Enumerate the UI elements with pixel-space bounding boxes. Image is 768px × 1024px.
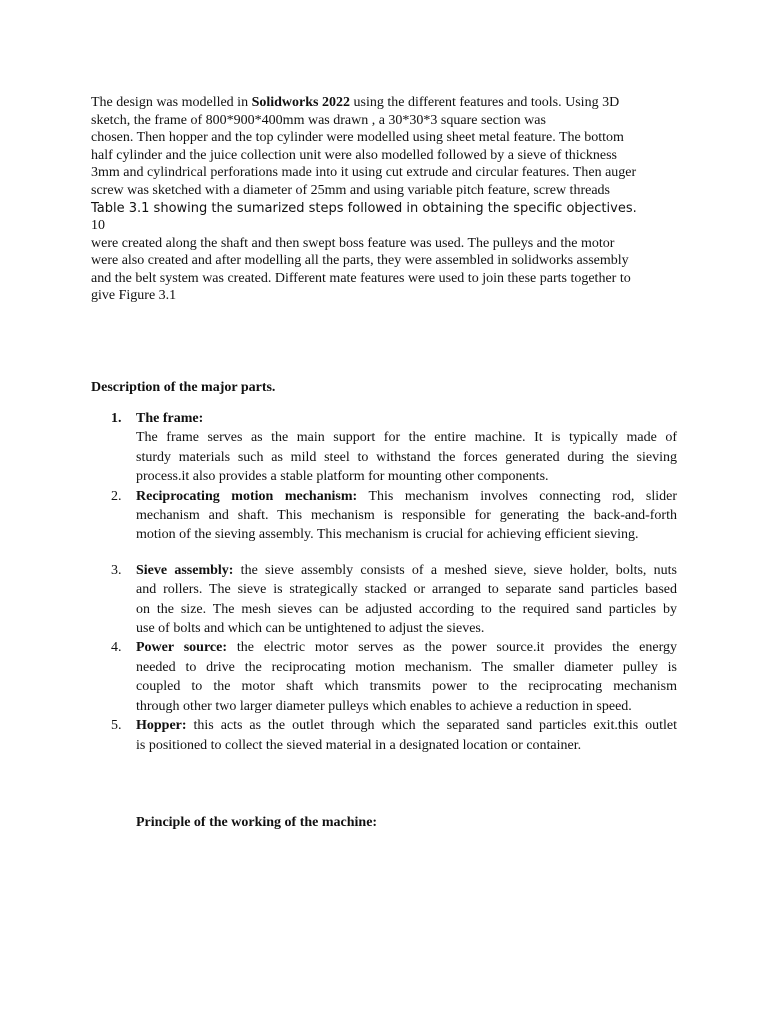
part-title: Sieve assembly: [136, 562, 234, 578]
list-number: 1. [111, 411, 122, 426]
part-text: coupled to the motor shaft which transmits power to the reciprocating mechanism [136, 679, 677, 695]
list-item [91, 409, 677, 487]
intro-paragraph [91, 94, 676, 305]
description-heading: Description of the major parts. [91, 380, 276, 395]
part-text: needed to drive the reciprocating motion mechanism. The smaller diameter pulley is [136, 659, 677, 675]
part-text: use of bolts and which can be untightened to adjust the sieves. [136, 621, 485, 637]
principle-heading: Principle of the working of the machine: [136, 815, 378, 830]
list-number: 2. [111, 488, 122, 504]
intro-line: were also created and after modelling all the parts, they were assembled in solidworks assembly [91, 253, 629, 269]
part-text: mechanism and shaft. This mechanism is responsible for generating the back-and-forth [136, 508, 677, 524]
intro-line: and the belt system was created. Different mate features were used to join these parts together to [91, 270, 631, 286]
part-title: Power source: [136, 640, 227, 656]
part-text: is positioned to collect the sieved material in a designated location or container. [136, 737, 582, 753]
part-text: This mechanism involves connecting rod, slider [357, 488, 677, 504]
part-text: the electric motor serves as the power source.it provides the energy [227, 640, 677, 656]
part-text: through other two larger diameter pulleys which enables to achieve a reduction in speed. [136, 698, 632, 714]
list-item [91, 487, 677, 545]
table-caption: Table 3.1 showing the sumarized steps followed in obtaining the specific objectives. [91, 200, 637, 216]
part-title: The frame: [136, 411, 204, 426]
intro-line: half cylinder and the juice collection unit were also modelled followed by a sieve of thickness [91, 147, 617, 163]
part-title: Reciprocating motion mechanism: [136, 488, 358, 504]
intro-line: give Figure 3.1 [91, 288, 177, 304]
part-text: and rollers. The sieve is strategically stacked or arranged to separate sand particles based [136, 582, 677, 598]
list-number: 3. [111, 562, 122, 578]
parts-list [91, 409, 677, 755]
part-text: this acts as the outlet through which the separated sand particles exit.this outlet [186, 718, 677, 734]
part-title: Hopper: [136, 718, 187, 734]
intro-line: screw was sketched with a diameter of 25mm and using variable pitch feature, screw threads [91, 182, 610, 198]
software-name: Solidworks 2022 [251, 95, 350, 110]
part-text: process.it also provides a stable platform for mounting other components. [136, 469, 549, 485]
list-number: 5. [111, 718, 122, 734]
part-text: sturdy materials such as mild steel to withstand the forces generated during the sieving [136, 449, 677, 465]
list-item [91, 638, 677, 716]
list-item [91, 561, 677, 639]
list-number: 4. [111, 640, 122, 656]
part-text: The frame serves as the main support for the entire machine. It is typically made of [136, 430, 677, 446]
page-number: 10 [91, 218, 105, 234]
intro-line: chosen. Then hopper and the top cylinder were modelled using sheet metal feature. The bottom [91, 130, 624, 146]
intro-line: The design was modelled in Solidworks 2022 using the different features and tools. Using 3D [91, 95, 620, 110]
part-text: motion of the sieving assembly. This mechanism is crucial for achieving efficient sieving. [136, 527, 639, 543]
intro-line: were created along the shaft and then swept boss feature was used. The pulleys and the motor [91, 235, 615, 251]
list-item [91, 716, 677, 755]
part-text: on the size. The mesh sieves can be adjusted according to the required sand particles by [136, 601, 677, 617]
intro-line: 3mm and cylindrical perforations made into it using cut extrude and circular features. Then auger [91, 165, 637, 181]
part-text: the sieve assembly consists of a meshed sieve, sieve holder, bolts, nuts [233, 562, 677, 578]
intro-line: sketch, the frame of 800*900*400mm was drawn , a 30*30*3 square section was [91, 112, 546, 128]
